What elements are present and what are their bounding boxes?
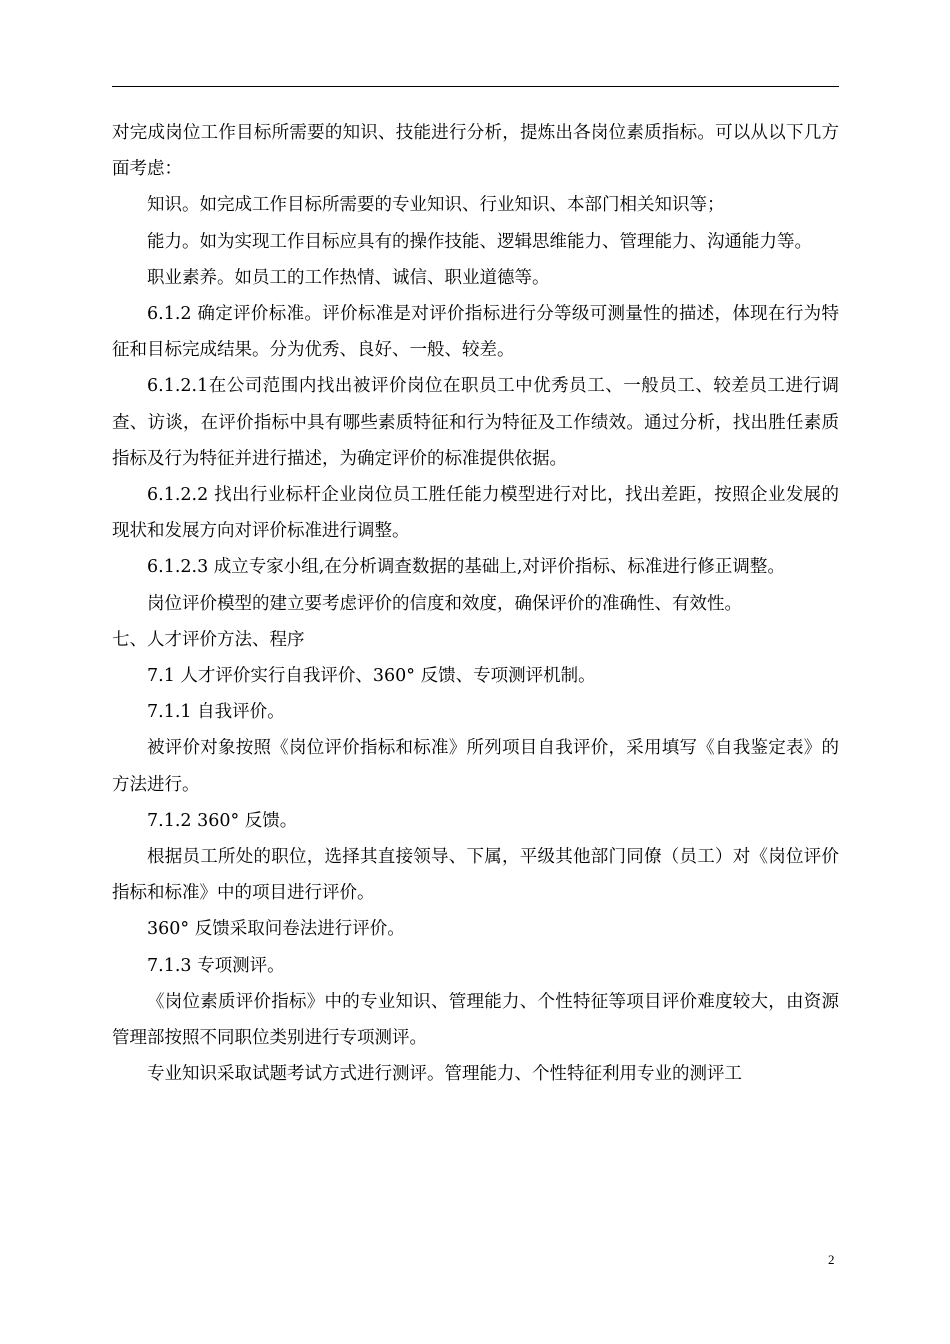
paragraph-13: 被评价对象按照《岗位评价指标和标准》所列项目自我评价，采用填写《自我鉴定表》的方法进行。 (112, 738, 839, 795)
paragraph-8: 6.1.2.3 成立专家小组,在分析调查数据的基础上,对评价指标、标准进行修正调整。 (147, 557, 785, 578)
paragraph-1: 对完成岗位工作目标所需要的知识、技能进行分析，提炼出各岗位素质指标。可以从以下几方面考虑： (112, 123, 839, 180)
paragraph-12: 7.1.1 自我评价。 (147, 702, 285, 723)
paragraph-6: 6.1.2.1在公司范围内找出被评价岗位在职员工中优秀员工、一般员工、较差员工进行调查、访谈，在评价指标中具有哪些素质特征和行为特征及工作绩效。通过分析，找出胜任素质指标及行为特征并进行描述，为确定评价的标准提供依据。 (112, 376, 839, 469)
paragraph-14: 7.1.2 360° 反馈。 (147, 810, 298, 831)
paragraph-4: 职业素养。如员工的工作热情、诚信、职业道德等。 (147, 267, 550, 288)
document-body (112, 115, 839, 1092)
page-number: 2 (828, 1252, 835, 1267)
paragraph-3: 能力。如为实现工作目标应具有的操作技能、逻辑思维能力、管理能力、沟通能力等。 (147, 231, 812, 252)
paragraph-2: 知识。如完成工作目标所需要的专业知识、行业知识、本部门相关知识等； (147, 195, 725, 216)
paragraph-5: 6.1.2 确定评价标准。评价标准是对评价指标进行分等级可测量性的描述，体现在行为特征和目标完成结果。分为优秀、良好、一般、较差。 (112, 304, 839, 361)
section-heading: 七、人才评价方法、程序 (112, 629, 305, 650)
paragraph-7: 6.1.2.2 找出行业标杆企业岗位员工胜任能力模型进行对比，找出差距，按照企业发展的现状和发展方向对评价标准进行调整。 (112, 485, 839, 542)
paragraph-9: 岗位评价模型的建立要考虑评价的信度和效度，确保评价的准确性、有效性。 (147, 593, 742, 614)
paragraph-16: 360° 反馈采取问卷法进行评价。 (147, 919, 405, 940)
paragraph-17: 7.1.3 专项测评。 (147, 955, 285, 976)
paragraph-19: 专业知识采取试题考试方式进行测评。管理能力、个性特征利用专业的测评工 (147, 1064, 742, 1085)
paragraph-18: 《岗位素质评价指标》中的专业知识、管理能力、个性特征等项目评价难度较大，由资源管理部按照不同职位类别进行专项测评。 (112, 991, 839, 1049)
header-rule (112, 86, 839, 87)
paragraph-11: 7.1 人才评价实行自我评价、360° 反馈、专项测评机制。 (147, 666, 596, 687)
paragraph-15: 根据员工所处的职位，选择其直接领导、下属，平级其他部门同僚（员工）对《岗位评价指标和标准》中的项目进行评价。 (112, 847, 839, 904)
